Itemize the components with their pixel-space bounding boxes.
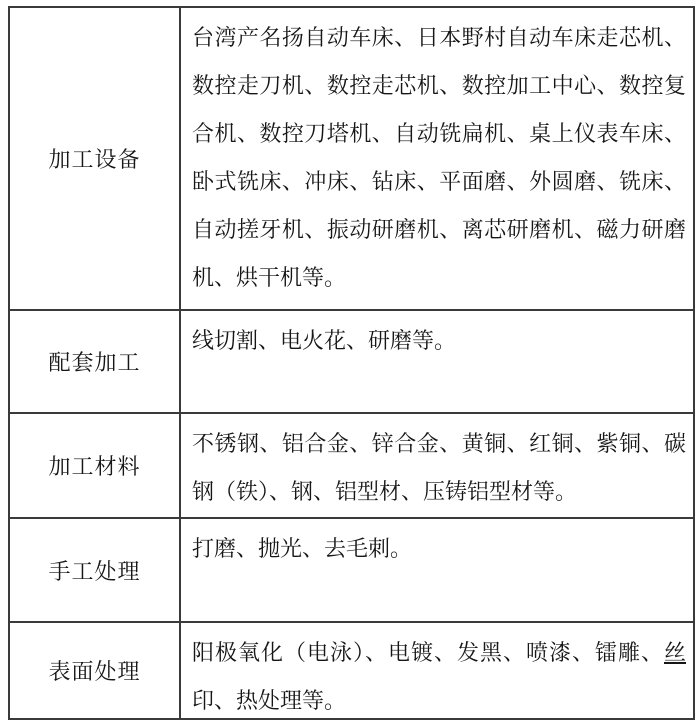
content-line: 钢（铁）、钢、铝型材、压铸铝型材等。 xyxy=(192,479,578,504)
content-line: 不锈钢、铝合金、锌合金、黄铜、红铜、紫铜、碳 xyxy=(192,431,686,456)
row-content-cell xyxy=(181,311,693,412)
content-line: 打磨、抛光、去毛刺。 xyxy=(192,536,413,561)
row-content-cell xyxy=(181,623,693,718)
row-label: 加工材料 xyxy=(48,454,141,479)
content-line-text: 阳极氧化（电泳）、电镀、发黑、喷漆、镭雕、 xyxy=(192,640,664,665)
content-line: 数控走刀机、数控走芯机、数控加工中心、数控复 xyxy=(192,73,686,98)
content-line: 台湾产名扬自动车床、日本野村自动车床走芯机、 xyxy=(192,25,686,50)
table-row xyxy=(10,519,693,623)
content-line: 机、烘干机等。 xyxy=(192,265,347,290)
row-label: 加工设备 xyxy=(48,147,141,172)
row-content-cell xyxy=(181,414,693,517)
row-label-cell xyxy=(10,623,181,718)
content-line: 自动搓牙机、振动研磨机、离芯研磨机、磁力研磨 xyxy=(192,217,686,242)
content-line: 印、热处理等。 xyxy=(192,688,347,713)
content-line xyxy=(192,629,686,677)
row-label-cell xyxy=(10,8,181,309)
row-label: 手工处理 xyxy=(48,558,141,584)
table-row xyxy=(10,8,693,311)
row-content-cell xyxy=(181,519,693,621)
content-line: 线切割、电火花、研磨等。 xyxy=(192,328,457,353)
table-row xyxy=(10,414,693,519)
content-line: 合机、数控刀塔机、自动铣扁机、桌上仪表车床、 xyxy=(192,121,686,146)
row-label: 表面处理 xyxy=(48,659,141,684)
row-label-cell xyxy=(10,519,181,621)
specs-table xyxy=(8,6,695,720)
table-row xyxy=(10,311,693,414)
row-label-cell xyxy=(10,414,181,517)
row-label-cell xyxy=(10,311,181,412)
table-row xyxy=(10,623,693,718)
row-content-cell xyxy=(181,8,693,309)
underlined-text: 丝 xyxy=(663,640,686,665)
row-label: 配套加工 xyxy=(48,350,141,375)
content-line: 卧式铣床、冲床、钻床、平面磨、外圆磨、铣床、 xyxy=(192,169,686,194)
